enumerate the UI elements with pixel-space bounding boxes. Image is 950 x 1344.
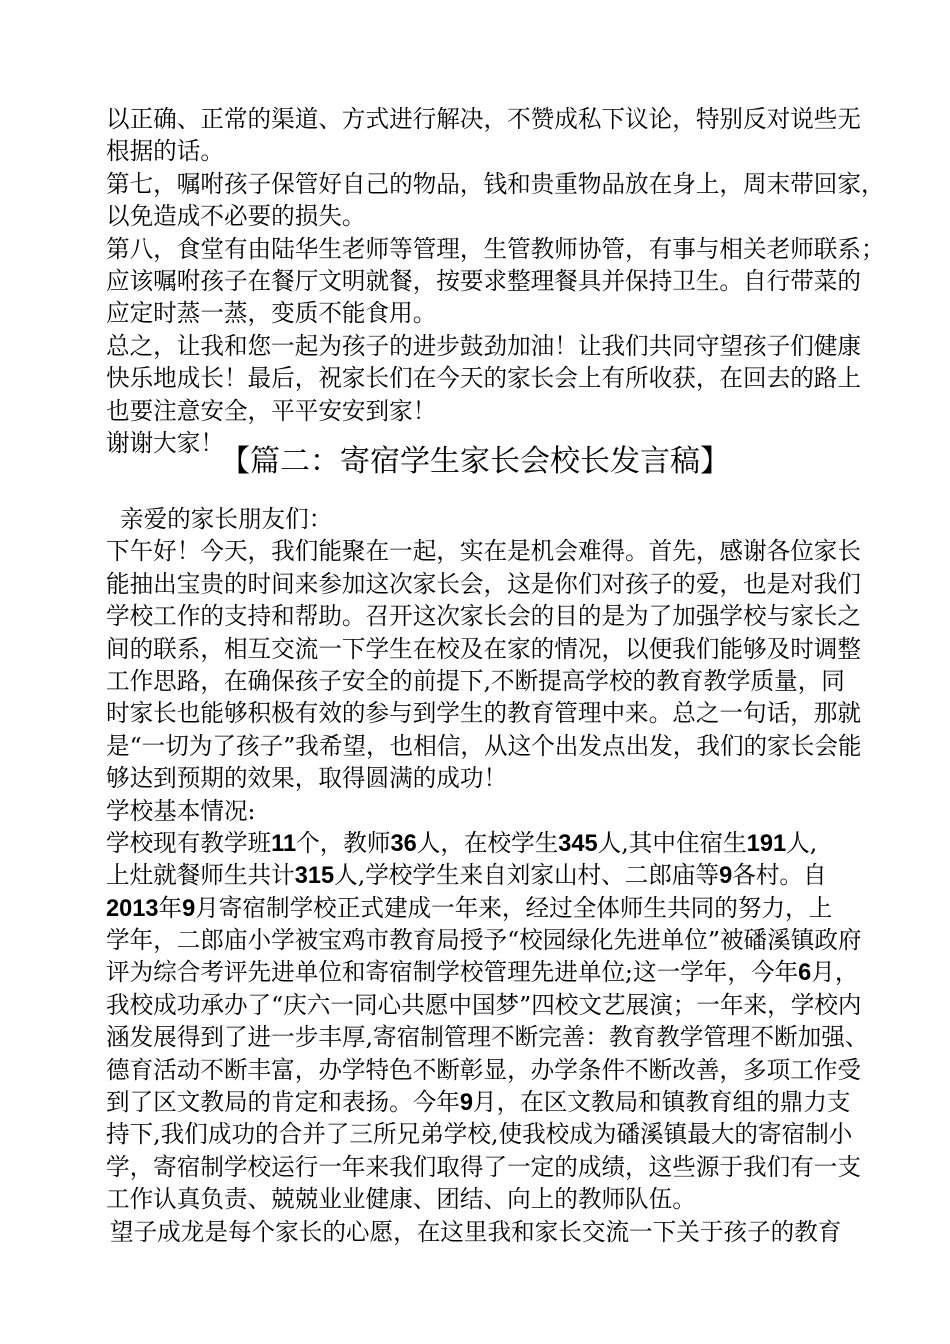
paragraph-line: 时家长也能够积极有效的参与到学生的教育管理中来。总之一句话，那就 [106,699,861,728]
student-count: 345 [558,830,598,857]
closing-line: 望子成龙是每个家长的心愿，在这里我和家长交流一下关于孩子的教育 [110,1217,842,1246]
stats-line [106,859,866,891]
greeting: 亲爱的家长朋友们： [120,505,333,533]
intro-line: 以免造成不必要的损失。 [106,202,366,231]
paragraph-line: 够达到预期的效果，取得圆满的成功！ [106,764,508,793]
stats-text: 评为综合考评先进单位和寄宿制学校管理先进单位;这一学年，今年 [106,958,799,987]
intro-line: 快乐地成长！最后，祝家长们在今天的家长会上有所收获，在回去的路上 [106,364,861,393]
intro-line: 第八，食堂有由陆华生老师等管理，生管教师协管，有事与相关老师联系； [106,234,885,263]
boarder-count: 191 [746,830,787,857]
intro-line: 根据的话。 [106,137,224,166]
merge-month: 9 [459,1090,474,1117]
stats-line [106,1086,866,1118]
stats-text: 上灶就餐师生共计 [106,861,295,890]
stats-text: 人,学校学生来自刘家山村、二郎庙等 [334,861,720,890]
stats-line: 学年，二郎庙小学被宝鸡市教育局授予“校园绿化先进单位”被磻溪镇政府 [106,926,862,955]
intro-line: 第七，嘱咐孩子保管好自己的物品，钱和贵重物品放在身上，周末带回家， [106,169,885,198]
stats-text: 各村。自 [732,861,827,890]
event-month: 6 [798,960,812,987]
teacher-count: 36 [390,830,417,857]
speech-text [106,503,869,1248]
intro-line: 应该嘱咐孩子在餐厅文明就餐，按要求整理餐具并保持卫生。自行带菜的 [106,266,861,295]
stats-text: 个，教师 [296,828,391,857]
stats-text: 人, [786,828,818,857]
stats-line: 持下,我们成功的合并了三所兄弟学校,使我校成为磻溪镇最大的寄宿制小 [106,1120,853,1149]
intro-text [106,103,885,459]
stats-text: 月， [811,958,859,987]
intro-line: 谢谢大家！ [106,428,224,457]
stats-line [106,892,866,924]
stats-line: 德育活动不断丰富，办学特色不断彰显，办学条件不断改善，多项工作受 [106,1055,861,1084]
subheading: 学校基本情况: [106,796,256,825]
section-title: 【篇二：寄宿学生家长会校长发言稿】 [220,444,730,479]
founded-year: 2013 [106,895,159,922]
stats-text: 月，在区文教局和镇教育组的鼎力支 [473,1088,851,1117]
paragraph-line: 是“一切为了孩子”我希望，也相信，从这个出发点出发，我们的家长会能 [106,731,862,760]
paragraph-line: 工作思路，在确保孩子安全的前提下,不断提高学校的教育教学质量，同 [106,666,845,695]
stats-line: 学，寄宿制学校运行一年来我们取得了一定的成绩，这些源于我们有一支 [106,1152,861,1181]
stats-text: 人，在校学生 [416,828,559,857]
stats-line: 工作认真负责、兢兢业业健康、团结、向上的教师队伍。 [106,1185,696,1214]
stats-text: 到了区文教局的肯定和表扬。今年 [106,1088,460,1117]
diner-count: 315 [294,863,335,890]
stats-text: 年 [158,893,183,922]
intro-line: 以正确、正常的渠道、方式进行解决，不赞成私下议论，特别反对说些无 [106,105,861,133]
stats-text: 人,其中住宿生 [597,828,747,857]
paragraph-line: 能抽出宝贵的时间来参加这次家长会，这是你们对孩子的爱，也是对我们 [106,569,861,598]
paragraph-line: 间的联系，相互交流一下学生在校及在家的情况，以便我们能够及时调整 [106,634,861,663]
stats-line: 涵发展得到了进一步丰厚,寄宿制管理不断完善：教育教学管理不断加强、 [106,1023,869,1052]
stats-line: 我校成功承办了“庆六一同心共愿中国梦”四校文艺展演；一年来，学校内 [106,990,862,1019]
intro-line: 应定时蒸一蒸，变质不能食用。 [106,299,437,328]
stats-line [106,956,866,988]
founded-month: 9 [182,895,196,922]
stats-line [106,827,866,859]
stats-text: 月寄宿制学校正式建成一年来，经过全体师生共同的努力，上 [195,893,833,922]
stats-text: 学校现有教学班 [106,828,272,857]
class-count: 11 [271,830,297,857]
village-count: 9 [719,863,733,890]
intro-line: 也要注意安全，平平安安到家！ [106,396,437,425]
paragraph-line: 下午好！今天，我们能聚在一起，实在是机会难得。首先，感谢各位家长 [106,537,861,566]
paragraph-line: 学校工作的支持和帮助。召开这次家长会的目的是为了加强学校与家长之 [106,602,861,631]
intro-line: 总之，让我和您一起为孩子的进步鼓劲加油！让我们共同守望孩子们健康 [106,331,861,360]
